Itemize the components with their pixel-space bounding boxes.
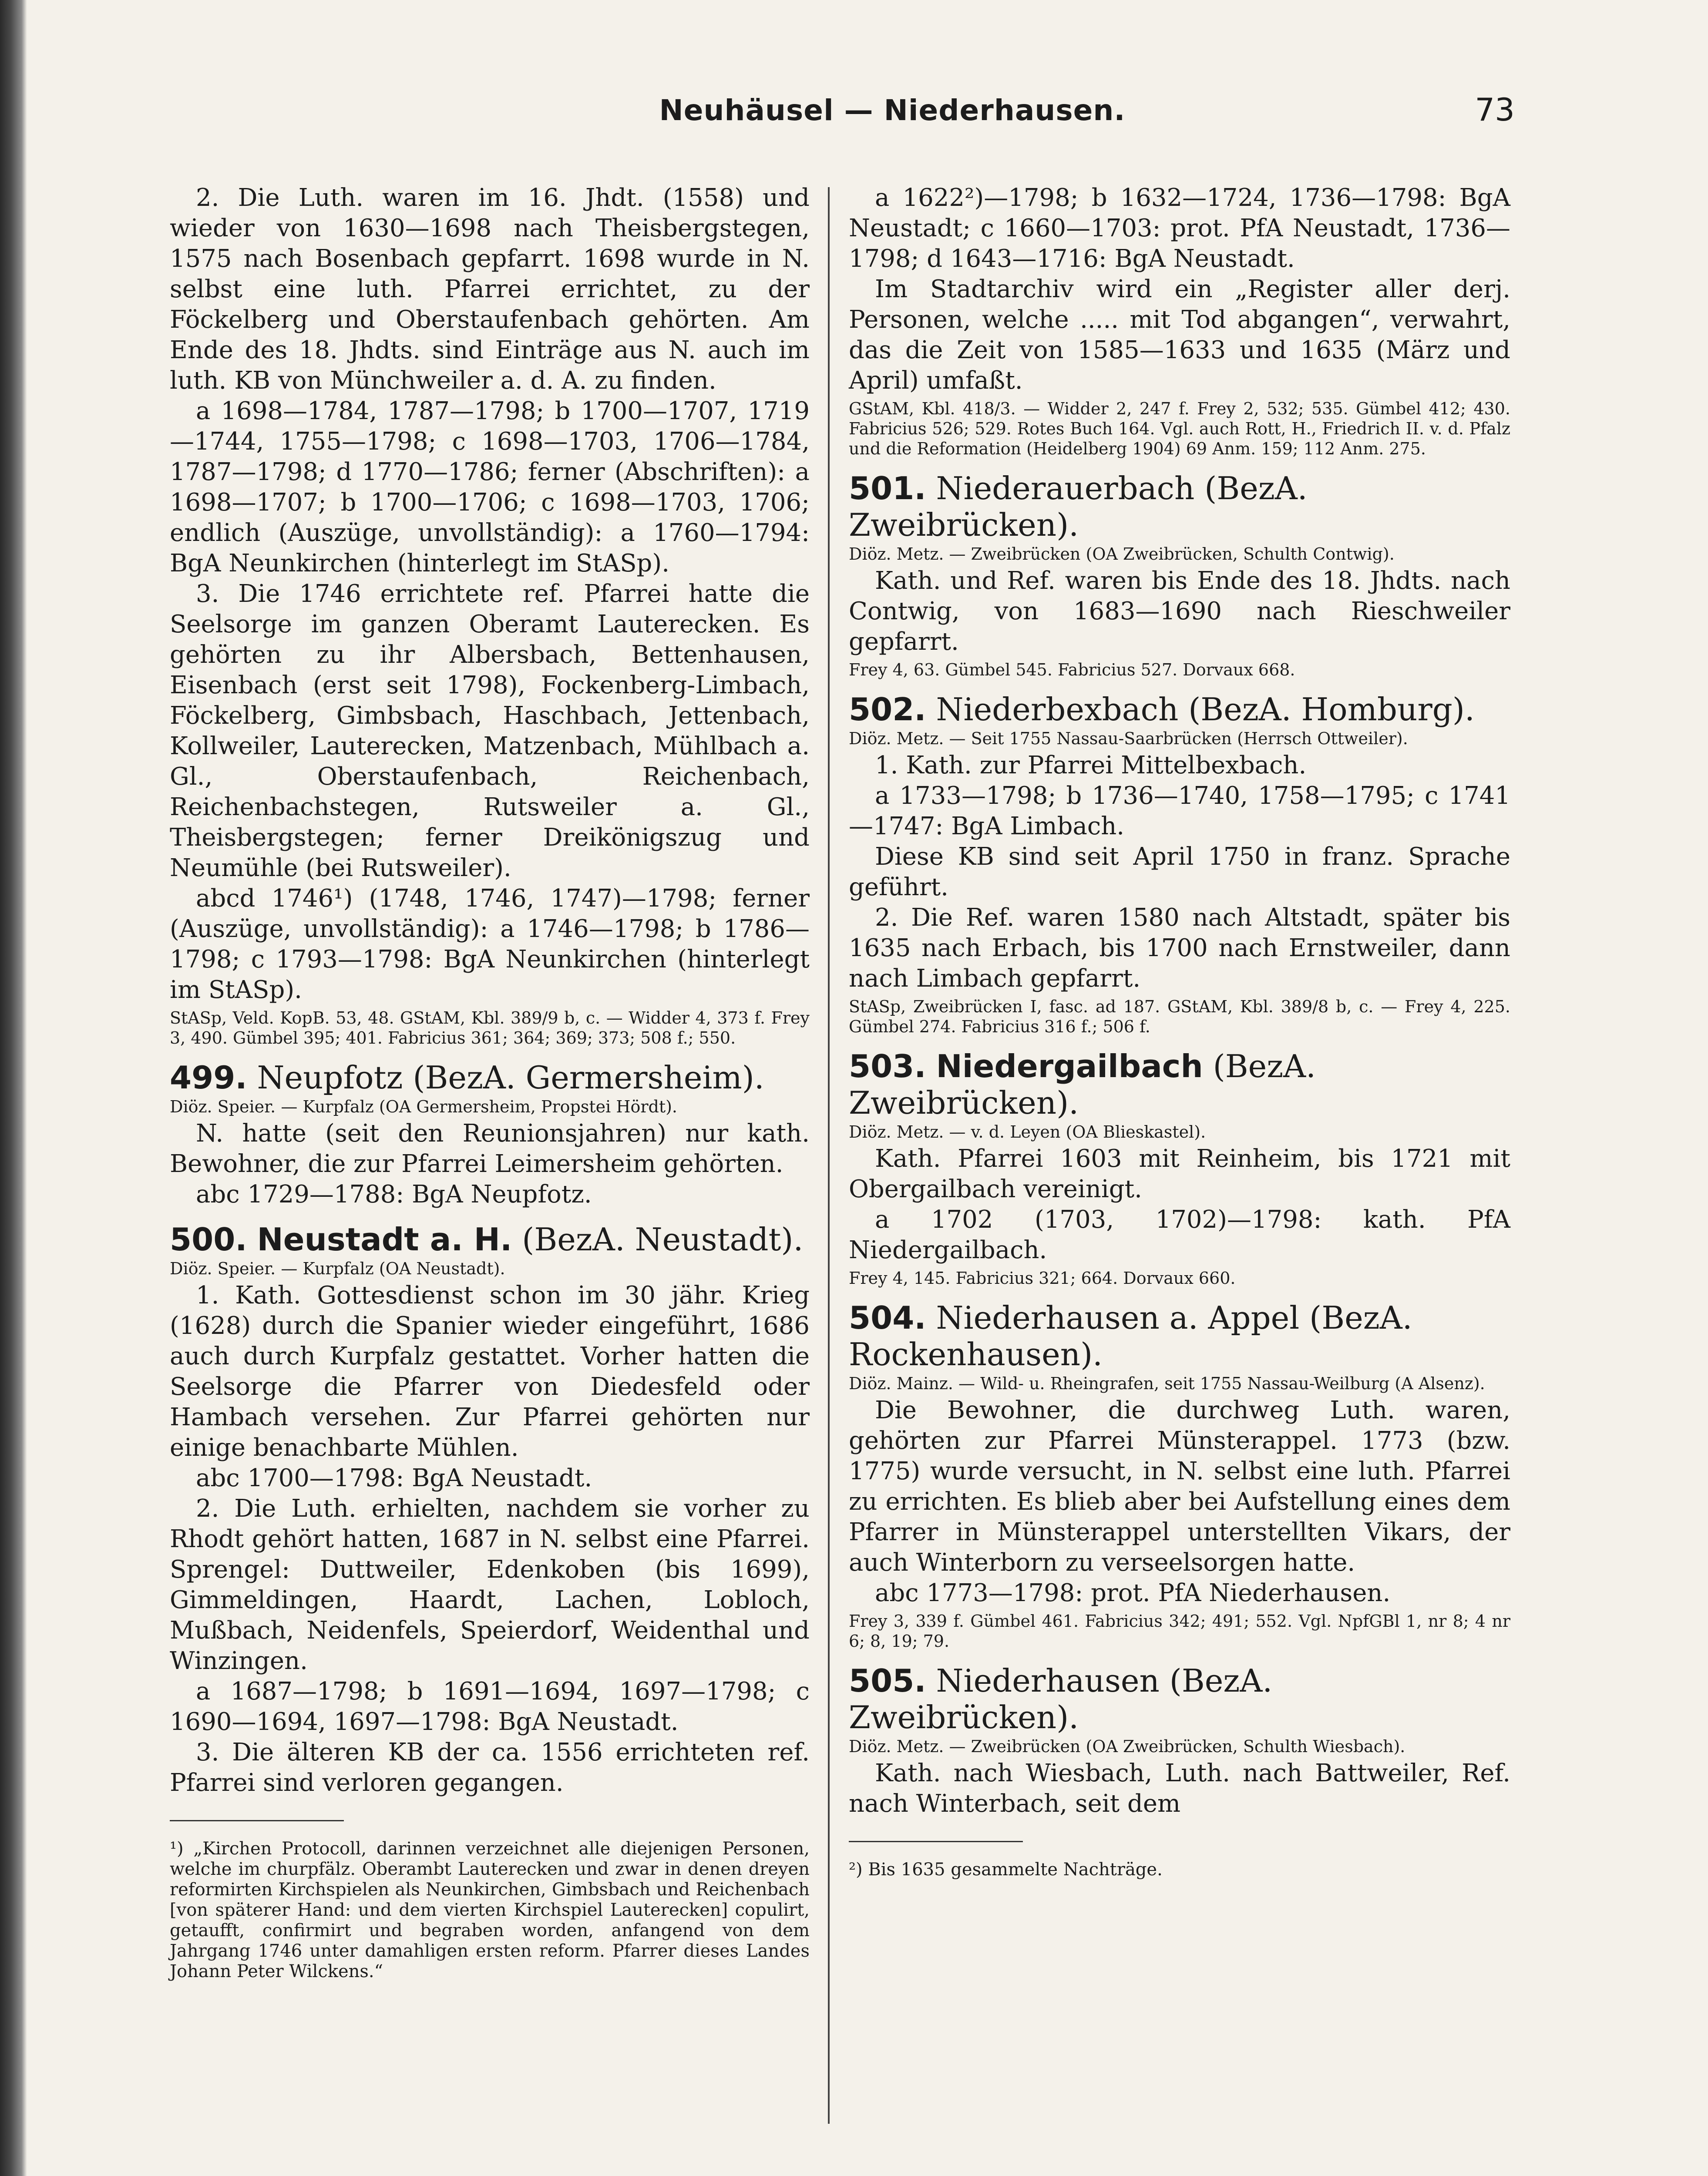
entry-meta: Diöz. Speier. — Kurpfalz (OA Neustadt). xyxy=(170,1259,505,1278)
entry-meta: Diöz. Metz. — Zweibrücken (OA Zweibrücken, Schulth Wiesbach). xyxy=(849,1737,1405,1756)
paragraph: N. hatte (seit den Reunionsjahren) nur kath. Bewohner, die zur Pfarrei Leimersheim gehörten. xyxy=(170,1119,810,1178)
entry-heading-502 xyxy=(849,691,1510,728)
entry-number: 504. xyxy=(849,1300,926,1336)
paragraph: a 1622²)—1798; b 1632—1724, 1736—1798: BgA Neustadt; c 1660—1703: prot. PfA Neustadt, 1736—1798; d 1643—1716: BgA Neustadt. xyxy=(849,184,1510,273)
entry-name: Niederhausen a. Appel (BezA. Rockenhausen). xyxy=(849,1300,1412,1373)
entry-number: 503. xyxy=(849,1048,926,1085)
entry-name: Neupfotz (BezA. Germersheim). xyxy=(257,1059,764,1096)
source-references: Frey 3, 339 f. Gümbel 461. Fabricius 342; 491; 552. Vgl. NpfGBl 1, nr 8; 4 nr 6; 8, 19; 79. xyxy=(849,1612,1510,1651)
footnote-rule xyxy=(849,1841,1023,1842)
entry-number: 499. xyxy=(170,1059,247,1096)
entry-district: (BezA. Neustadt). xyxy=(522,1221,804,1258)
source-references: Frey 4, 145. Fabricius 321; 664. Dorvaux 660. xyxy=(849,1269,1236,1288)
paragraph: 3. Die älteren KB der ca. 1556 errichteten ref. Pfarrei sind verloren gegangen. xyxy=(170,1738,810,1797)
paragraph: 1. Kath. Gottesdienst schon im 30 jähr. Krieg (1628) durch die Spanier wieder eingeführt, 1686 auch durch Kurpfalz gestattet. Vorher hatten die Seelsorge die Pfarrer von Diedesfeld oder Hambach versehen. Zur Pfarrei gehörten nur einige benachbarte Mühlen. xyxy=(170,1281,810,1462)
entry-heading-505 xyxy=(849,1662,1510,1736)
paragraph: abc 1700—1798: BgA Neustadt. xyxy=(196,1464,592,1492)
entry-heading-504 xyxy=(849,1300,1510,1373)
paragraph: a 1733—1798; b 1736—1740, 1758—1795; c 1741—1747: BgA Limbach. xyxy=(849,782,1510,840)
paragraph: 2. Die Luth. waren im 16. Jhdt. (1558) und wieder von 1630—1698 nach Theisbergstegen, 1575 nach Bosenbach gepfarrt. 1698 wurde in N. selbst eine luth. Pfarrei errichtet, zu der Föckelberg und Oberstaufenbach gehörten. Am Ende des 18. Jhdts. sind Einträge aus N. auch im luth. KB von Münchweiler a. d. A. zu finden. xyxy=(170,184,810,395)
paragraph: Kath. und Ref. waren bis Ende des 18. Jhdts. nach Contwig, von 1683—1690 nach Rieschweiler gepfarrt. xyxy=(849,567,1510,656)
left-column xyxy=(170,183,810,1999)
paragraph: a 1702 (1703, 1702)—1798: kath. PfA Niedergailbach. xyxy=(849,1206,1510,1264)
source-references: GStAM, Kbl. 418/3. — Widder 2, 247 f. Frey 2, 532; 535. Gümbel 412; 430. Fabricius 526; 529. Rotes Buch 164. Vgl. auch Rott, H., Friedrich II. v. d. Pfalz und die Reformation (Heidelberg 1904) 69 Anm. 159; 112 Anm. 275. xyxy=(849,399,1510,458)
running-header: Neuhäusel — Niederhausen. xyxy=(659,94,1126,127)
entry-number: 501. xyxy=(849,470,926,507)
paragraph: abcd 1746¹) (1748, 1746, 1747)—1798; ferner (Auszüge, unvollständig): a 1746—1798; b 1786—1798; c 1793—1798: BgA Neunkirchen (hinterlegt im StASp). xyxy=(170,884,810,1004)
paragraph: abc 1773—1798: prot. PfA Niederhausen. xyxy=(875,1579,1391,1607)
column-divider xyxy=(828,187,830,2124)
entry-meta: Diöz. Metz. — Seit 1755 Nassau-Saarbrücken (Herrsch Ottweiler). xyxy=(849,729,1408,748)
paragraph: Kath. Pfarrei 1603 mit Reinheim, bis 1721 mit Obergailbach vereinigt. xyxy=(849,1145,1510,1203)
entry-name: Neustadt a. H. xyxy=(257,1221,512,1258)
entry-meta: Diöz. Speier. — Kurpfalz (OA Germersheim, Propstei Hördt). xyxy=(170,1097,677,1116)
entry-meta: Diöz. Metz. — Zweibrücken (OA Zweibrücken, Schulth Contwig). xyxy=(849,544,1395,564)
footnote: ¹) „Kirchen Protocoll, darinnen verzeichnet alle diejenigen Personen, welche im churpfälz. Oberambt Lauterecken und zwar in denen dreyen reformirten Kirchspielen als Neunkirchen, Gimbsbach und Reichenbach [von späterer Hand: und dem vierten Kirchspiel Lauterecken] copulirt, getaufft, confirmirt und begraben worden, anfangend von dem Jahrgang 1746 unter damahligen ersten reform. Pfarrer dieses Landes Johann Peter Wilckens.“ xyxy=(170,1839,810,1981)
source-references: Frey 4, 63. Gümbel 545. Fabricius 527. Dorvaux 668. xyxy=(849,660,1295,679)
entry-name: Niederbexbach (BezA. Homburg). xyxy=(936,691,1475,728)
entry-district: (BezA. Zweibrücken). xyxy=(849,1048,1316,1121)
paragraph: 1. Kath. zur Pfarrei Mittelbexbach. xyxy=(875,751,1307,779)
entry-heading-499 xyxy=(170,1059,810,1096)
entry-heading-501 xyxy=(849,470,1510,543)
paragraph: a 1687—1798; b 1691—1694, 1697—1798; c 1690—1694, 1697—1798: BgA Neustadt. xyxy=(170,1677,810,1736)
footnote: ²) Bis 1635 gesammelte Nachträge. xyxy=(849,1860,1163,1880)
entry-name: Niedergailbach xyxy=(936,1048,1203,1085)
paragraph: a 1698—1784, 1787—1798; b 1700—1707, 1719—1744, 1755—1798; c 1698—1703, 1706—1784, 1787—1798; d 1770—1786; ferner (Abschriften): a 1698—1707; b 1700—1706; c 1698—1703, 1706; endlich (Auszüge, unvollständig): a 1760—1794: BgA Neunkirchen (hinterlegt im StASp). xyxy=(170,397,810,578)
entry-meta: Diöz. Metz. — v. d. Leyen (OA Blieskastel). xyxy=(849,1122,1206,1142)
page-number: 73 xyxy=(1475,91,1515,128)
entry-number: 500. xyxy=(170,1221,247,1258)
paragraph: abc 1729—1788: BgA Neupfotz. xyxy=(196,1180,592,1209)
entry-name: Niederhausen (BezA. Zweibrücken). xyxy=(849,1662,1273,1736)
paragraph: 3. Die 1746 errichtete ref. Pfarrei hatte die Seelsorge im ganzen Oberamt Lauterecken. Es gehörten zu ihr Albersbach, Bettenhausen, Eisenbach (erst seit 1798), Fockenberg-Limbach, Föckelberg, Gimbsbach, Haschbach, Jettenbach, Kollweiler, Lauterecken, Matzenbach, Mühlbach a. Gl., Oberstaufenbach, Reichenbach, Reichenbachstegen, Rutsweiler a. Gl., Theisbergstegen; ferner Dreikönigszug und Neumühle (bei Rutsweiler). xyxy=(170,580,810,882)
paragraph: 2. Die Ref. waren 1580 nach Altstadt, später bis 1635 nach Erbach, bis 1700 nach Ernstweiler, dann nach Limbach gepfarrt. xyxy=(849,903,1510,993)
entry-number: 505. xyxy=(849,1662,926,1699)
entry-heading-500 xyxy=(170,1221,810,1258)
entry-name: Niederauerbach (BezA. Zweibrücken). xyxy=(849,470,1308,543)
paragraph: Kath. nach Wiesbach, Luth. nach Battweiler, Ref. nach Winterbach, seit dem xyxy=(849,1759,1510,1818)
right-column xyxy=(849,183,1510,1897)
footnote-rule xyxy=(170,1820,344,1821)
entry-heading-503 xyxy=(849,1048,1510,1121)
entry-number: 502. xyxy=(849,691,926,728)
paragraph: Im Stadtarchiv wird ein „Register aller derj. Personen, welche ..... mit Tod abgangen“, verwahrt, das die Zeit von 1585—1633 und 1635 (März und April) umfaßt. xyxy=(849,275,1510,395)
source-references: StASp, Zweibrücken I, fasc. ad 187. GStAM, Kbl. 389/8 b, c. — Frey 4, 225. Gümbel 274. Fabricius 316 f.; 506 f. xyxy=(849,997,1510,1036)
source-references: StASp, Veld. KopB. 53, 48. GStAM, Kbl. 389/9 b, c. — Widder 4, 373 f. Frey 3, 490. Gümbel 395; 401. Fabricius 361; 364; 369; 373; 508 f.; 550. xyxy=(170,1008,810,1048)
paragraph: Diese KB sind seit April 1750 in franz. Sprache geführt. xyxy=(849,843,1510,901)
entry-meta: Diöz. Mainz. — Wild- u. Rheingrafen, seit 1755 Nassau-Weilburg (A Alsenz). xyxy=(849,1374,1485,1393)
book-binding-edge xyxy=(0,0,27,2176)
paragraph: 2. Die Luth. erhielten, nachdem sie vorher zu Rhodt gehört hatten, 1687 in N. selbst eine Pfarrei. Sprengel: Duttweiler, Edenkoben (bis 1699), Gimmeldingen, Haardt, Lachen, Lobloch, Mußbach, Neidenfels, Speierdorf, Weidenthal und Winzingen. xyxy=(170,1494,810,1675)
paragraph: Die Bewohner, die durchweg Luth. waren, gehörten zur Pfarrei Münsterappel. 1773 (bzw. 1775) wurde versucht, in N. selbst eine luth. Pfarrei zu errichten. Es blieb aber bei Aufstellung eines dem Pfarrer in Münsterappel unterstellten Vikars, der auch Winterborn zu verseelsorgen hatte. xyxy=(849,1396,1510,1577)
